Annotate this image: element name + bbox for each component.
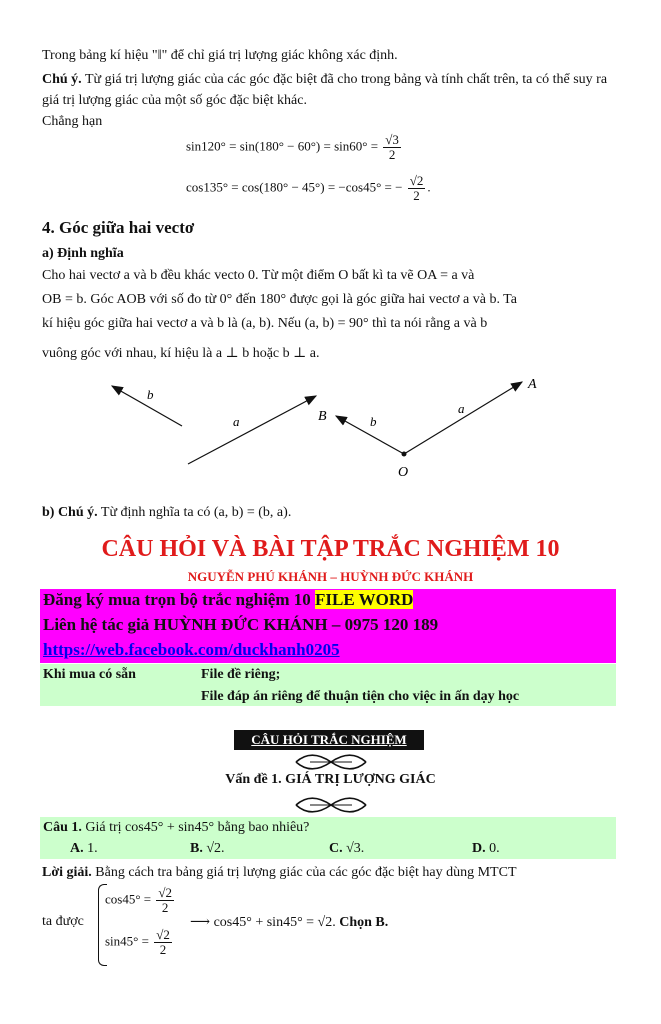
buy-label: Khi mua có sẵn — [43, 667, 136, 682]
option-c-value: √3. — [346, 841, 365, 856]
promo-line-1 — [43, 590, 413, 610]
question-text: Giá trị cos45° + sin45° bằng bao nhiêu? — [85, 820, 310, 835]
formula-sin120-text: sin120° = sin(180° − 60°) = sin60° = — [186, 138, 379, 154]
label-O: O — [398, 465, 409, 480]
solution-result — [190, 914, 388, 931]
vector-OA — [404, 382, 522, 454]
system-eq-1 — [105, 886, 176, 915]
solution-text: Bằng cách tra bảng giá trị lượng giác của các góc đặc biệt hay dùng MTCT — [95, 865, 517, 880]
label-b-left: b — [147, 387, 154, 402]
banner-authors: NGUYỄN PHÚ KHÁNH – HUỲNH ĐỨC KHÁNH — [187, 569, 474, 584]
option-d[interactable] — [472, 841, 500, 857]
option-a-value: 1. — [87, 841, 98, 856]
option-a-label: A. — [70, 841, 84, 856]
buy-item-2: File đáp án riêng để thuận tiện cho việc in ấn dạy học — [201, 689, 520, 704]
definition-line-2: OB = b. Góc AOB với số đo từ 0° đến 180° được gọi là góc giữa hai vectơ a và b. Ta — [42, 292, 517, 307]
option-b-value: √2. — [206, 841, 225, 856]
note-text: Từ giá trị lượng giác của các góc đặc biệt đã cho trong bảng và tính chất trên, ta có thể suy ra giá trị lượng giác của một số góc đặc biệt khác. — [42, 72, 608, 108]
promo-line-1-text: Đăng ký mua trọn bộ trắc nghiệm 10 — [43, 590, 316, 609]
banner-title: CÂU HỎI VÀ BÀI TẬP TRẮC NGHIỆM 10 — [101, 536, 560, 562]
label-b-right: b — [370, 414, 377, 429]
option-b[interactable] — [190, 841, 225, 857]
facebook-link[interactable]: https://web.facebook.com/duckhanh0205 — [43, 640, 340, 659]
note-paragraph — [42, 69, 618, 111]
fraction-num: √3 — [385, 132, 399, 147]
section-title: 4. Góc giữa hai vectơ — [42, 218, 195, 237]
solution-label: Lời giải. — [42, 865, 92, 880]
formula-cos135 — [186, 174, 431, 203]
solution-result-text: ⟶ cos45° + sin45° = √2. — [190, 915, 336, 930]
buy-item-1: File đề riêng; — [201, 667, 281, 682]
system-eq-2 — [105, 928, 174, 957]
ornament-top — [292, 751, 370, 773]
fraction — [154, 928, 172, 957]
subsection-a: a) Định nghĩa — [42, 246, 124, 261]
question-label: Câu 1. — [43, 820, 82, 835]
system-eq-1-text: cos45° = — [105, 891, 152, 907]
option-a[interactable] — [70, 841, 98, 857]
question-1 — [43, 820, 309, 836]
option-c[interactable] — [329, 841, 364, 857]
example-label: Chẳng hạn — [42, 114, 103, 129]
fraction-num: √2 — [156, 927, 170, 942]
ornament-bottom — [292, 794, 370, 816]
vector-a-left — [188, 396, 316, 464]
fraction-den: 2 — [413, 188, 420, 203]
option-b-label: B. — [190, 841, 203, 856]
label-A: A — [528, 377, 537, 392]
system-eq-2-text: sin45° = — [105, 933, 149, 949]
option-d-value: 0. — [489, 841, 500, 856]
fraction-num: √2 — [409, 173, 424, 188]
note-b-paragraph — [42, 502, 618, 523]
fraction-den: 2 — [159, 942, 167, 957]
file-word-highlight: FILE WORD — [315, 590, 414, 609]
definition-line-1: Cho hai vectơ a và b đều khác vecto 0. Từ một điểm O bất kì ta vẽ OA = a và — [42, 268, 475, 283]
label-a-left: a — [233, 414, 240, 429]
formula-sin120 — [186, 133, 403, 162]
definition-line-3: kí hiệu góc giữa hai vectơ a và b là (a, b). Nếu (a, b) = 90° thì ta nói rằng a và b — [42, 316, 488, 331]
fraction-den: 2 — [161, 900, 169, 915]
fraction-num: √2 — [158, 885, 172, 900]
fraction — [383, 133, 401, 162]
note-b-text: Từ định nghĩa ta có (a, b) = (b, a). — [100, 505, 292, 520]
point-O — [402, 452, 407, 457]
formula-end: . — [427, 179, 431, 195]
label-B: B — [318, 409, 327, 424]
label-a-right: a — [458, 401, 465, 416]
intro-text: Trong bảng kí hiệu "‖" để chỉ giá trị lượng giác không xác định. — [42, 48, 398, 63]
option-c-label: C. — [329, 841, 343, 856]
solution-lead: ta được — [42, 914, 84, 929]
option-d-label: D. — [472, 841, 486, 856]
fraction — [156, 886, 174, 915]
solution-paragraph — [42, 862, 618, 883]
definition-line-4: vuông góc với nhau, kí hiệu là a ⊥ b hoặc b ⊥ a. — [42, 346, 320, 361]
fraction — [408, 174, 426, 203]
vector-figure — [100, 370, 560, 480]
fraction-den: 2 — [388, 147, 396, 162]
section-header: CÂU HỎI TRẮC NGHIỆM — [234, 730, 424, 750]
promo-line-2: Liên hệ tác giả HUỲNH ĐỨC KHÁNH – 0975 120 189 — [43, 615, 439, 634]
note-b-label: b) Chú ý. — [42, 505, 98, 520]
note-label: Chú ý. — [42, 72, 82, 87]
topic-title: Vấn đề 1. GIÁ TRỊ LƯỢNG GIÁC — [225, 772, 436, 787]
solution-choice: Chọn B. — [339, 915, 389, 930]
formula-cos135-text: cos135° = cos(180° − 45°) = −cos45° = − — [186, 179, 403, 195]
